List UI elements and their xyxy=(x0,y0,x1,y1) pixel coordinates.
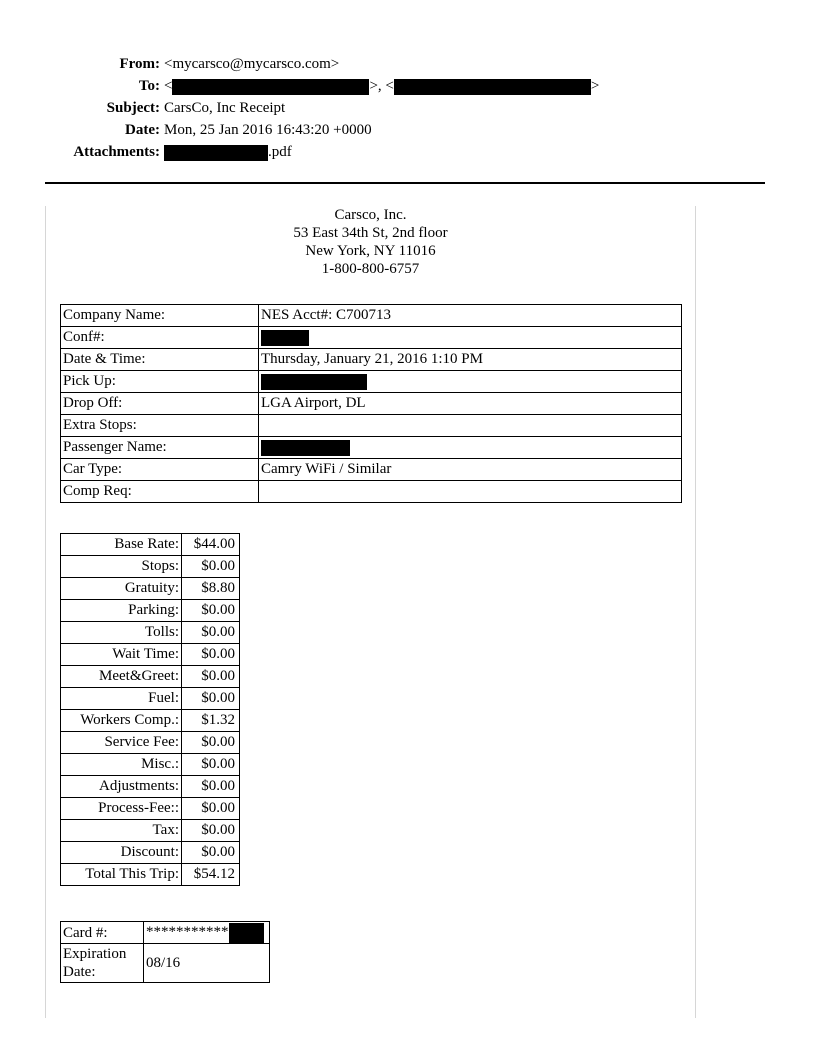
table-row xyxy=(61,922,270,944)
attachments-row xyxy=(0,141,816,163)
date-value: Mon, 25 Jan 2016 16:43:20 +0000 xyxy=(164,122,372,138)
trip-info-value xyxy=(259,481,682,503)
date-row xyxy=(0,119,816,141)
trip-info-value: Camry WiFi / Similar xyxy=(259,459,682,481)
table-row xyxy=(61,842,240,864)
trip-info-label: Passenger Name: xyxy=(61,437,259,459)
charge-value: $0.00 xyxy=(182,600,240,622)
trip-info-label: Company Name: xyxy=(61,305,259,327)
table-row xyxy=(61,732,240,754)
charges-table xyxy=(60,533,240,886)
date-label: Date: xyxy=(125,122,160,138)
charge-label: Process-Fee:: xyxy=(61,798,182,820)
redaction-box xyxy=(172,79,369,95)
charge-label: Stops: xyxy=(61,556,182,578)
subject-row xyxy=(0,97,816,119)
table-row xyxy=(61,864,240,886)
attachments-label: Attachments: xyxy=(73,144,160,160)
table-row xyxy=(61,688,240,710)
to-sep: >, < xyxy=(369,78,394,94)
from-row xyxy=(0,53,816,75)
company-address-line2: New York, NY 11016 xyxy=(305,243,436,259)
trip-info-value: NES Acct#: C700713 xyxy=(259,305,682,327)
table-row xyxy=(61,944,270,983)
trip-info-label: Extra Stops: xyxy=(61,415,259,437)
redaction-box xyxy=(164,145,268,161)
trip-info-label: Conf#: xyxy=(61,327,259,349)
company-phone: 1-800-800-6757 xyxy=(321,261,420,277)
header-divider xyxy=(45,182,765,184)
redaction-box xyxy=(261,330,309,346)
charge-value: $1.32 xyxy=(182,710,240,732)
table-row xyxy=(61,798,240,820)
company-block xyxy=(46,206,695,278)
table-row xyxy=(61,666,240,688)
table-row xyxy=(61,644,240,666)
table-row xyxy=(61,622,240,644)
charge-value: $0.00 xyxy=(182,556,240,578)
table-row xyxy=(61,415,682,437)
expiration-value: 08/16 xyxy=(144,944,270,983)
table-row xyxy=(61,600,240,622)
trip-info-value xyxy=(259,415,682,437)
table-row xyxy=(61,371,682,393)
company-address-line1: 53 East 34th St, 2nd floor xyxy=(293,225,448,241)
charge-label: Service Fee: xyxy=(61,732,182,754)
redaction-box xyxy=(261,374,367,390)
charge-label: Tolls: xyxy=(61,622,182,644)
card-number-label: Card #: xyxy=(61,922,144,944)
to-label: To: xyxy=(138,78,160,94)
charge-value: $0.00 xyxy=(182,622,240,644)
trip-info-value xyxy=(259,437,682,459)
charge-value: $0.00 xyxy=(182,776,240,798)
expiration-label-line2: Date: xyxy=(63,964,96,980)
table-row xyxy=(61,754,240,776)
charge-value: $0.00 xyxy=(182,688,240,710)
trip-info-value xyxy=(259,327,682,349)
trip-info-value xyxy=(259,371,682,393)
redaction-box xyxy=(394,79,591,95)
to-row xyxy=(0,75,816,97)
table-row xyxy=(61,556,240,578)
card-mask: *********** xyxy=(146,924,229,940)
charge-label: Tax: xyxy=(61,820,182,842)
charge-value: $0.00 xyxy=(182,842,240,864)
charge-label: Meet&Greet: xyxy=(61,666,182,688)
card-table xyxy=(60,921,270,983)
table-row xyxy=(61,327,682,349)
trip-info-label: Date & Time: xyxy=(61,349,259,371)
expiration-label-line1: Expiration xyxy=(63,946,127,962)
table-row xyxy=(61,437,682,459)
from-label: From: xyxy=(119,56,160,72)
card-number-value xyxy=(144,922,270,944)
company-name: Carsco, Inc. xyxy=(334,207,407,223)
table-row xyxy=(61,393,682,415)
attachment-ext: .pdf xyxy=(268,144,292,160)
charge-value: $0.00 xyxy=(182,798,240,820)
charge-label: Parking: xyxy=(61,600,182,622)
trip-info-label: Drop Off: xyxy=(61,393,259,415)
charge-label: Workers Comp.: xyxy=(61,710,182,732)
table-row xyxy=(61,481,682,503)
charge-value: $0.00 xyxy=(182,644,240,666)
table-row xyxy=(61,459,682,481)
trip-info-value: Thursday, January 21, 2016 1:10 PM xyxy=(259,349,682,371)
charge-total-label: Total This Trip: xyxy=(61,864,182,886)
table-row xyxy=(61,578,240,600)
charge-value: $44.00 xyxy=(182,534,240,556)
trip-info-table xyxy=(60,304,682,503)
charge-label: Misc.: xyxy=(61,754,182,776)
table-row xyxy=(61,710,240,732)
charge-total-value: $54.12 xyxy=(182,864,240,886)
to-open: < xyxy=(164,78,173,94)
table-row xyxy=(61,820,240,842)
redaction-box xyxy=(229,923,264,943)
redaction-box xyxy=(261,440,350,456)
charge-label: Adjustments: xyxy=(61,776,182,798)
charge-value: $0.00 xyxy=(182,666,240,688)
trip-info-label: Car Type: xyxy=(61,459,259,481)
trip-info-value: LGA Airport, DL xyxy=(259,393,682,415)
from-value[interactable]: <mycarsco@mycarsco.com> xyxy=(164,56,340,72)
charge-value: $0.00 xyxy=(182,754,240,776)
expiration-label xyxy=(61,944,144,983)
attachment-link[interactable] xyxy=(164,141,292,163)
table-row xyxy=(61,534,240,556)
charge-value: $0.00 xyxy=(182,732,240,754)
to-value xyxy=(164,75,599,97)
charge-label: Fuel: xyxy=(61,688,182,710)
charge-label: Discount: xyxy=(61,842,182,864)
subject-label: Subject: xyxy=(106,100,160,116)
table-row xyxy=(61,349,682,371)
to-close: > xyxy=(590,78,600,94)
charge-value: $0.00 xyxy=(182,820,240,842)
trip-info-label: Comp Req: xyxy=(61,481,259,503)
email-header xyxy=(0,53,816,163)
trip-info-label: Pick Up: xyxy=(61,371,259,393)
table-row xyxy=(61,305,682,327)
receipt-panel xyxy=(45,206,696,1018)
charge-label: Base Rate: xyxy=(61,534,182,556)
subject-value: CarsCo, Inc Receipt xyxy=(164,100,286,116)
charge-value: $8.80 xyxy=(182,578,240,600)
charge-label: Gratuity: xyxy=(61,578,182,600)
charge-label: Wait Time: xyxy=(61,644,182,666)
table-row xyxy=(61,776,240,798)
